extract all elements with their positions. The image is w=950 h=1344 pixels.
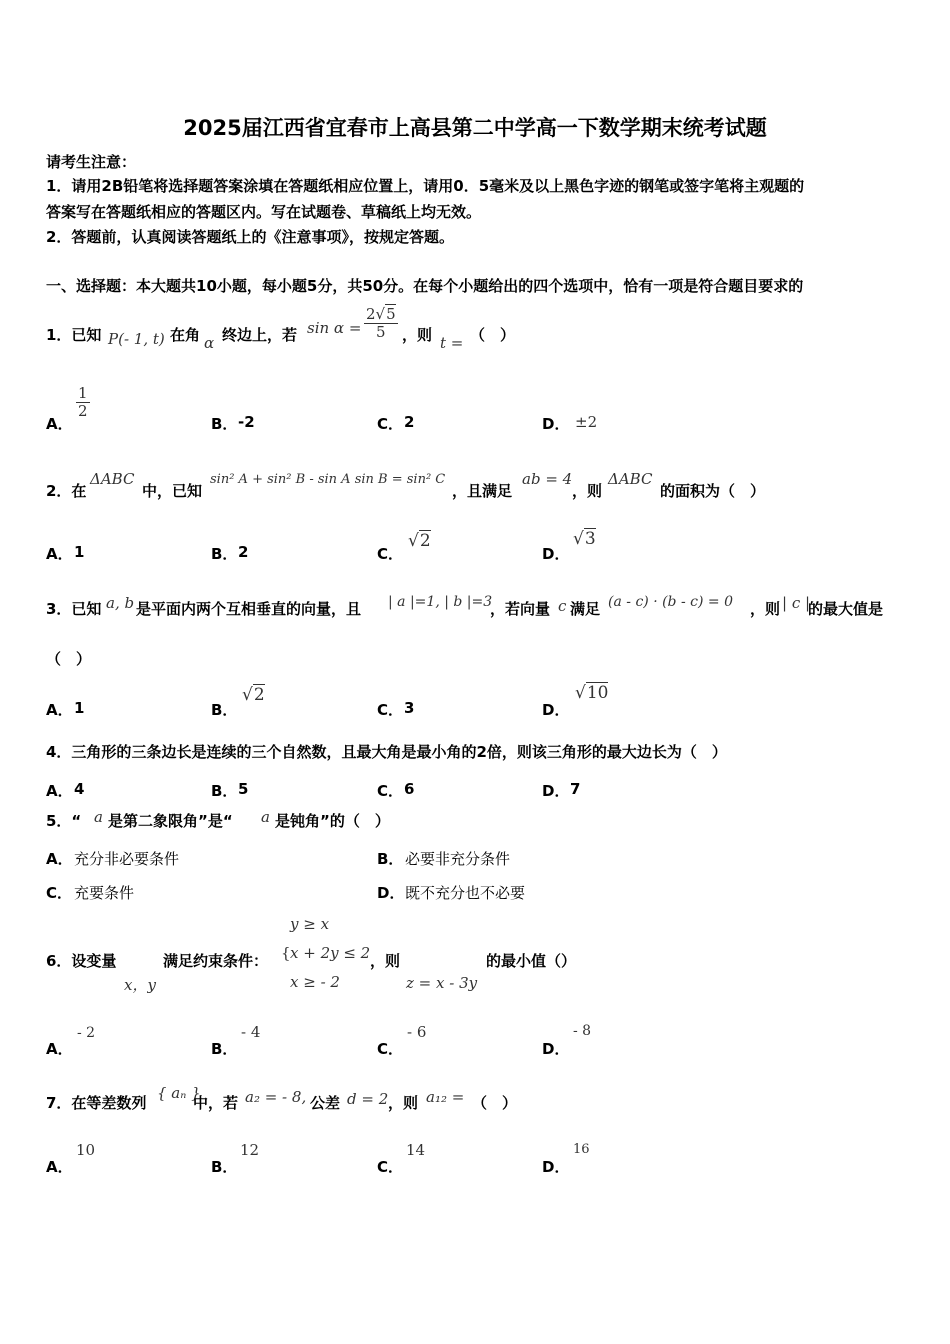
q1-frac-radicand: 5 xyxy=(386,305,396,323)
q1-point: P(- 1, t) xyxy=(108,330,165,348)
q6-option-a[interactable]: - 2 xyxy=(77,1025,96,1041)
q3-option-c[interactable]: 3 xyxy=(404,699,415,717)
q7-sequence: { aₙ } xyxy=(157,1084,201,1102)
q1-text-4: （ ） xyxy=(470,326,516,344)
q2-label-b: B． xyxy=(211,545,238,563)
q4-label-c: C． xyxy=(377,782,404,800)
q6-option-c[interactable]: - 6 xyxy=(407,1023,427,1041)
q3-text-1: 是平面内两个互相垂直的向量，且 xyxy=(136,600,362,618)
q3-option-a[interactable]: 1 xyxy=(74,699,85,717)
q3-c: c xyxy=(558,597,567,615)
q3-paren: （ ） xyxy=(46,650,92,668)
q5-label-c: C． xyxy=(46,884,73,902)
q7-text-2: 公差 xyxy=(310,1094,341,1112)
q2-equation: sin² A + sin² B - sin A sin B = sin² C xyxy=(210,472,446,487)
q1-label-c: C． xyxy=(377,415,404,433)
q2-text-3: ，则 xyxy=(572,482,603,500)
q6-label-a: A． xyxy=(46,1040,73,1058)
q5-text-1: 是第二象限角”是“ xyxy=(108,812,233,830)
q6-option-b[interactable]: - 4 xyxy=(241,1023,261,1041)
q1-text-2: 终边上，若 xyxy=(222,326,298,344)
q3-label-d: D． xyxy=(542,701,570,719)
q5-option-a[interactable]: 充分非必要条件 xyxy=(74,850,180,868)
q7-text-3: ，则 xyxy=(388,1094,419,1112)
q3-magnitudes: | a |=1, | b |=3 xyxy=(388,594,493,610)
section-heading: 一、选择题：本大题共10小题，每小题5分，共50分。在每个小题给出的四个选项中，恰有一项是符合题目要求的 xyxy=(46,277,804,295)
q1-option-b[interactable]: -2 xyxy=(238,413,255,431)
q5-option-b[interactable]: 必要非充分条件 xyxy=(405,850,511,868)
notice-line-2: 答案写在答题纸相应的答题区内。写在试题卷、草稿纸上均无效。 xyxy=(46,203,482,221)
q6-number: 6．设变量 xyxy=(46,952,117,970)
q1-text-1: 在角 xyxy=(170,326,201,344)
q4-option-d[interactable]: 7 xyxy=(570,780,581,798)
q7-label-a: A． xyxy=(46,1158,73,1176)
q7-option-d[interactable]: 16 xyxy=(573,1142,590,1157)
q1-sin-expr: sin α = xyxy=(307,319,362,337)
q2-option-c[interactable]: √2 xyxy=(408,531,431,551)
q3-label-c: C． xyxy=(377,701,404,719)
q6-text-3: 的最小值（） xyxy=(486,952,577,970)
q1-label-d: D． xyxy=(542,415,570,433)
q3-label-b: B． xyxy=(211,701,238,719)
q1-var: t = xyxy=(440,334,464,352)
q7-text-1: 中，若 xyxy=(193,1094,239,1112)
q2-option-d[interactable]: √3 xyxy=(573,529,596,549)
q3-b-radicand: 2 xyxy=(253,685,265,705)
q7-option-b[interactable]: 12 xyxy=(240,1141,260,1159)
q2-label-a: A． xyxy=(46,545,73,563)
q6-constraint-1: y ≥ x xyxy=(290,915,330,933)
q3-label-a: A． xyxy=(46,701,73,719)
notice-line-1: 1．请用2B铅笔将选择题答案涂填在答题纸相应位置上，请用0．5毫米及以上黑色字迹的钢笔或签字笔将主观题的 xyxy=(46,177,805,195)
q5-label-b: B． xyxy=(377,850,404,868)
q2-number: 2．在 xyxy=(46,482,87,500)
q6-constraint-3: x ≥ - 2 xyxy=(290,973,340,991)
q3-d-radicand: 10 xyxy=(586,683,609,703)
q1-text-3: ，则 xyxy=(402,326,433,344)
q2-option-a[interactable]: 1 xyxy=(74,543,85,561)
q5-label-d: D． xyxy=(377,884,405,902)
q5-option-d[interactable]: 既不充分也不必要 xyxy=(405,884,526,902)
q4-option-a[interactable]: 4 xyxy=(74,780,85,798)
q2-c-radicand: 2 xyxy=(419,531,431,551)
q3-ab: a, b xyxy=(106,594,135,612)
q5-a-1: a xyxy=(94,808,103,826)
q7-a2: a₂ = - 8, xyxy=(245,1088,307,1106)
q3-c-magnitude: | c | xyxy=(782,594,811,612)
q2-text-1: 中，已知 xyxy=(142,482,203,500)
q1-option-d[interactable]: ±2 xyxy=(575,413,598,431)
q4-text: 4．三角形的三条边长是连续的三个自然数，且最大角是最小角的2倍，则该三角形的最大边长为（ ） xyxy=(46,743,727,761)
q3-number: 3．已知 xyxy=(46,600,102,618)
q3-text-2: ，若向量 xyxy=(490,600,551,618)
q3-equation: (a - c) · (b - c) = 0 xyxy=(608,594,733,610)
q2-label-d: D． xyxy=(542,545,570,563)
q7-text-4: （ ） xyxy=(472,1094,518,1112)
q2-triangle: ΔABC xyxy=(90,470,135,488)
q5-label-a: A． xyxy=(46,850,73,868)
q2-option-b[interactable]: 2 xyxy=(238,543,249,561)
q6-objective: z = x - 3y xyxy=(406,974,478,992)
q7-number: 7．在等差数列 xyxy=(46,1094,147,1112)
q6-text-1: 满足约束条件： xyxy=(163,952,269,970)
page-title: 2025届江西省宜春市上高县第二中学高一下数学期末统考试题 xyxy=(183,116,767,140)
q6-brace: { xyxy=(281,944,291,962)
q5-option-c[interactable]: 充要条件 xyxy=(74,884,135,902)
q7-d: d = 2 xyxy=(347,1090,389,1108)
q4-label-b: B． xyxy=(211,782,238,800)
q1-option-c[interactable]: 2 xyxy=(404,413,415,431)
q4-option-c[interactable]: 6 xyxy=(404,780,415,798)
q2-text-4: 的面积为（ ） xyxy=(660,482,766,500)
q1-alpha: α xyxy=(204,334,215,352)
q2-label-c: C． xyxy=(377,545,404,563)
q2-triangle-2: ΔABC xyxy=(608,470,653,488)
q1-frac-den: 5 xyxy=(376,323,386,342)
q3-option-b[interactable]: √2 xyxy=(242,685,265,705)
q1-label-b: B． xyxy=(211,415,238,433)
q3-option-d[interactable]: √10 xyxy=(575,683,609,703)
q3-text-4: ，则 xyxy=(750,600,781,618)
q6-text-2: ，则 xyxy=(370,952,401,970)
q1-a-num: 1 xyxy=(78,384,88,402)
q1-number: 1．已知 xyxy=(46,326,102,344)
q1-fraction: $\frac{2√5}{5}$ xyxy=(366,305,396,342)
q7-label-b: B． xyxy=(211,1158,238,1176)
q2-text-2: ，且满足 xyxy=(452,482,513,500)
q6-option-d[interactable]: - 8 xyxy=(573,1023,592,1039)
q1-label-a: A． xyxy=(46,415,73,433)
notice-line-3: 2．答题前，认真阅读答题纸上的《注意事项》，按规定答题。 xyxy=(46,228,454,246)
q7-label-c: C． xyxy=(377,1158,404,1176)
q4-option-b[interactable]: 5 xyxy=(238,780,249,798)
q3-text-3: 满足 xyxy=(570,600,601,618)
q6-vars: x，y xyxy=(124,976,156,994)
q1-option-a[interactable] xyxy=(76,385,90,421)
q6-label-b: B． xyxy=(211,1040,238,1058)
notice-heading: 请考生注意： xyxy=(46,153,137,171)
q5-text-2: 是钝角”的（ ） xyxy=(275,812,390,830)
q4-label-d: D． xyxy=(542,782,570,800)
q7-label-d: D． xyxy=(542,1158,570,1176)
q2-ab: ab = 4 xyxy=(522,470,573,488)
q5-number: 5．“ xyxy=(46,812,82,830)
q7-a12: a₁₂ = xyxy=(426,1088,465,1106)
q2-d-radicand: 3 xyxy=(584,529,596,549)
q7-option-a[interactable]: 10 xyxy=(76,1141,96,1159)
q3-text-5: 的最大值是 xyxy=(808,600,884,618)
q6-constraint-2: x + 2y ≤ 2 xyxy=(290,944,371,962)
q1-a-den: 2 xyxy=(78,402,88,421)
q1-frac-coef: 2 xyxy=(366,305,376,323)
q7-option-c[interactable]: 14 xyxy=(406,1141,426,1159)
q6-label-d: D． xyxy=(542,1040,570,1058)
q6-label-c: C． xyxy=(377,1040,404,1058)
q4-label-a: A． xyxy=(46,782,73,800)
q5-a-2: a xyxy=(261,808,270,826)
